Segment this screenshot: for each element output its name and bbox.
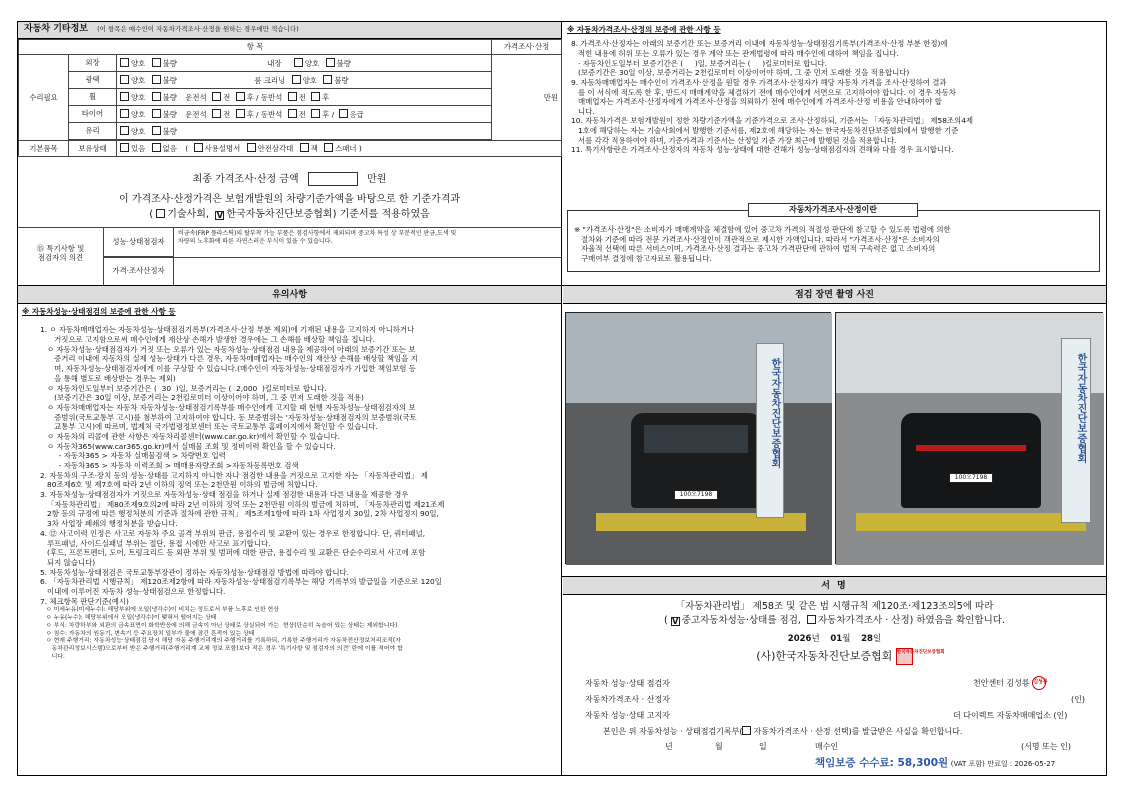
text-line: 3차 사업장 폐쇄의 행정처분을 받습니다. xyxy=(40,519,178,529)
receipt-confirm: 본인은 위 자동차성능 · 상태점검기록부( 자동차가격조사 · 산정 선택)를 발급받은 사실을 확인합니다. xyxy=(603,727,963,736)
gloss-row: 양호 불량 룸 크리닝 양호 불량 xyxy=(117,72,492,89)
text-line: 1. ㅇ 자동차매매업자는 자동차성능·상태점검기록부(가격조사·산정 부분 제외)에 기재된 내용을 고지하지 아니하거나 xyxy=(40,325,415,335)
text-line: 80조제6호 및 제7호에 따라 2년 이하의 징역 또는 2천만원 이하의 벌금에 처합니다. xyxy=(40,480,318,490)
text-line: 동차관리정보시스템)으로부터 받은 주행거리(주행거리계 교체 정보 포함)보다 적은 경우 '특기사항 및 점검자의 의견' 란에 이를 적어야 합 xyxy=(46,646,403,653)
good-checkbox[interactable] xyxy=(120,75,129,84)
rear-checkbox[interactable] xyxy=(311,92,320,101)
engineer-society-checkbox[interactable] xyxy=(156,209,165,218)
front-photo: 한국자동차진단보증협회 100오7198 xyxy=(565,312,831,564)
wheel-row: 양호 불량 운전석 전 후 / 동반석 전 후 xyxy=(117,89,492,106)
opinion-block: ⑮ 특기사항 및 점검자의 의견 성능·상태점검자 비금속(FRP 플라스틱)의 탈부착 가능 부품은 점검사항에서 제외되며 중고차 특성 상 부분적인 판금,도색 및 차량의 노후화에 따른 자연스러운 부식이 있을 수 있습니다. 가격·조사산정자 xyxy=(18,227,561,285)
text-line: 7. 체크항목 판단기준(예시) xyxy=(40,596,129,606)
appraisal-checkbox[interactable] xyxy=(807,615,816,624)
good-checkbox[interactable] xyxy=(120,109,129,118)
text-line: ㅇ 현재 주행거리: 자동차성능·상태점검 당시 해당 자동 주행거리계의 주행거리를 기록하되, 기록한 주행거리가 자동차전산정보처리조직(자 xyxy=(46,638,401,645)
text-line: · 자동차인도일부터 보증기간은 ( )일, 보증거리는 ( )킬로미터로 합니다. xyxy=(571,58,827,68)
manual-checkbox[interactable] xyxy=(194,143,203,152)
text-line: ㅇ 자동차인도일부터 보증기간은 ( 30 )일, 보증거리는 ( 2,000 )킬로미터로 합니다. xyxy=(40,383,327,393)
text-line: ㅇ 누유(누수): 해당부위에서 오일(냉각수)이 맺혀서 떨어지는 상태 xyxy=(46,615,217,622)
bad-checkbox[interactable] xyxy=(323,75,332,84)
text-line: ㅇ 자동차365(www.car365.go.kr)에서 실매물 조회 및 정비이력 확인을 할 수 있습니다. xyxy=(40,441,336,451)
final-amount: 최종 가격조사·산정 금액 만원 xyxy=(192,174,387,185)
basic-items-row: 있음 없음 ( 사용설명서 안전삼각대 잭 스패너 ) xyxy=(117,141,562,157)
notice-section: 유의사항 ※ 자동차성능·상태점검의 보증에 관한 사항 등 1. ㅇ 자동차매매업자는 자동차성능·상태점검기록부(가격조사·산정 부분 제외)에 기재된 내용을 고지하지 아니하거나 거짓으로 고지함으로써 매수인에게 재산상 손해가 발생한 경우에는 그 손해를 배상할 책임을 집니다. ㅇ 자동차성능·상태점검자가 거짓 또는 오류가 있는 자동차성능·상태점검 내용을 제공하여 아래의 보증기간 또는 보 증거리 이내에 자동차의 실제 성능·상태가 다른 경우, 자동차매매업자는 매수인의 재산상 손해를 배상할 책임을 지 며, 자동차성능·상태점검자에게 이를 구상할 수 있습니다.(매수인이 자동차성능·상태점검자가 가입한 책임보험 등 을 통해 별도로 배상받는 경우는 제외) ㅇ 자동차인도일부터 보증기간은 ( 30 )일, 보증거리는 ( 2,000 )킬로미터로 합니다. (보증기간은 30일 이상, 보증거리는 2천킬로미터 이상이어야 하며, 그 중 먼저 도래한 것을 적용) ㅇ 자동차매매업자는 자동차 자동차성능·상태점검기록부를 매수인에게 고지할 때 현행 자동차성능·상태점검자의 보 증범위(국토교통부 고시)를 첨부하여 고지하여야 합니다. 동 보증범위는 '자동차성능·상태점검자의 보증범위(국토 교통부 고시)에 따르며, 법제처 국가법령정보센터 또는 국토교통부 홈페이지에서 확인할 수 있습니다. ㅇ 자동차의 리콜에 관한 사항은 자동차리콜센터(www.car.go.kr)에서 확인할 수 있습니다. ㅇ 자동차365(www.car365.go.kr)에서 실매물 조회 및 정비이력 확인을 할 수 있습니다. - 자동차365 > 자동차 실매물검색 > 차량번호 입력 - 자동차365 > 자동차 이력조회 > 매매용자량조회 >자동차등록번호 검색 2. 자동차의 구조·장치 등의 성능·상태를 고지하지 아니한 자나 점검한 내용을 거짓으로 고지한 자는 「자동차관리법」 제 80조제6호 및 제7호에 따라 2년 이하의 징역 또는 2천만원 이하의 벌금에 처합니다. 3. 자동차성능·상태점검자가 거짓으로 자동차성능·상태 점검을 하거나 실제 점검한 내용과 다른 내용을 제공한 경우 「자동차관리법」 제80조제9호의2에 따라 2년 이하의 징역 또는 2천만원 이하의 벌금에 처하며, 「자동차관리법 제21조제 2항 등의 규정에 따른 행정처분의 기준과 절차에 관한 규칙」 제5조제1항에 따라 1차 사업정지 30일, 2차 사업정지 90일, 3차 사업장 폐쇄의 행정처분을 받습니다. 4. ⑫ 사고이력 인정은 사고로 자동차 주요 골격 부위의 판금, 용접수리 및 교환이 있는 경우로 한정합니다. 단, 쿼터패널, 루프패널, 사이드실패널 부위는 절단, 용접 시에만 사고로 표기합니다. (후드, 프론트펜더, 도어, 트렁크리드 등 외판 부위 및 범퍼에 대한 판금, 용접수리 및 교환은 단순수리로서 사고에 포함 되지 않습니다) 5. 자동차성능·상태점검은 국토교통부장관이 정하는 자동차성능·상태점검 방법에 따라야 합니다. 6. 「자동차관리법 시행규칙」 제120조제2항에 따라 자동차성능·상태점검기록부는 해당 기록부의 발급일을 기준으로 120일 이내에 이루어진 자동차 성능·상태점검으로 한정합니다. 7. 체크항목 판단기준(예시) ㅇ 미세누유(미세누수): 해당부위에 오일(냉각수)이 비치는 정도로서 부품 노후로 인한 현상 ㅇ 누유(누수): 해당부위에서 오일(냉각수)이 맺혀서 떨어지는 상태 ㅇ 부식: 차량하부와 외판의 금속표면이 화학반응에 의해 금속이 아닌 상태로 상실되어 가는 현상(단순히 녹슬어 있는 상태는 제외합니다) ㅇ 침수: 자동차의 원동기, 변속기 등 주요장치 일부가 물에 잠긴 흔적이 있는 상태 ㅇ 현재 주행거리: 자동차성능·상태점검 당시 해당 자동 주행거리계의 주행거리를 기록하되, 기록한 주행거리가 자동차전산정보처리조직(자 동차관리정보시스템)으로부터 받은 주행거리(주행거리계 교체 정보 포함)보다 적은 경우 '특기사항 및 점검자의 의견' 란에 이를 적어야 합 니다. xyxy=(18,286,561,775)
signature-section: 서 명 「자동차관리법」 제58조 및 같은 법 시행규칙 제120조·제123조의5에 따라 ( V 중고자동차성능·상태를 점검, 자동차가격조사 · 산정) 하였음을 확인합니다. 2026년 01월 28일 (사)한국자동차진단보증협회 한국자동차진단보증협회 자동차 성능·상태 점검자 천안센터 김성룡 김성룡 자동차가격조사 · 산정자 (인) 자동차 성능·상태 고지자 더 다이렉트 자동차매매업소 (인) 본인은 위 자동차성능 · 상태점검기록부( 자동차가격조사 · 산정 선택)를 발급받은 사실을 확인합니다. 년 월 일 매수인 (서명 또는 인) 책임보증 수수료: 58,300원 (VAT 포함) 만료일 : 2026-05-27 xyxy=(563,577,1106,775)
jack-checkbox[interactable] xyxy=(300,143,309,152)
basis-line-2: ( 기술사회, V 한국자동차진단보증협회) 기준서를 적용하였음 xyxy=(149,209,430,220)
front-checkbox[interactable] xyxy=(212,109,221,118)
photo-section: 점검 장면 촬영 사진 한국자동차진단보증협회 100오7198 한국자동차진단보증협회 100오7198 xyxy=(563,286,1106,576)
bad-checkbox[interactable] xyxy=(152,58,161,67)
triangle-checkbox[interactable] xyxy=(247,143,256,152)
text-line: ㅇ 자동차매매업자는 자동차 자동차성능·상태점검기록부를 매수인에게 고지할 때 현행 자동차성능·상태점검자의 보 xyxy=(40,402,416,412)
front-checkbox[interactable] xyxy=(288,92,297,101)
text-line: 4. ⑫ 사고이력 인정은 사고로 자동차 주요 골격 부위의 판금, 용접수리 및 교환이 있는 경우로 한정합니다. 단, 쿼터패널, xyxy=(40,528,426,538)
text-line: 3. 자동차성능·상태점검자가 거짓으로 자동차성능·상태 점검을 하거나 실제 점검한 내용과 다른 내용을 제공한 경우 xyxy=(40,490,409,500)
text-line: 며, 자동차성능·상태점검자에게 이를 구상할 수 있습니다.(매수인이 자동차성능·상태점검자가 가입한 책임보험 등 xyxy=(40,364,416,374)
exterior-row: 양호 불량 내장 양호 불량 xyxy=(117,55,492,72)
basis-line-1: 이 가격조사·산정가격은 보험개발원의 차량기준가액을 바탕으로 한 기준가격과 xyxy=(118,194,461,205)
text-line: (보증기간은 30일 이상, 보증거리는 2천킬로미터 이상이어야 하며, 그 중 먼저 도래한 것을 적용합니다) xyxy=(571,68,910,78)
text-line: ㅇ 자동차의 리콜에 관한 사항은 자동차리콜센터(www.car.go.kr)에서 확인할 수 있습니다. xyxy=(40,431,340,441)
text-line: - 자동차365 > 자동차 실매물검색 > 차량번호 입력 xyxy=(40,451,226,461)
text-line: 6. 「자동차관리법 시행규칙」 제120조제2항에 따라 자동차성능·상태점검기록부는 해당 기록부의 발급일을 기준으로 120일 xyxy=(40,577,442,587)
text-line: 1호에 해당하는 자는 기술사회에서 발행한 기준서를, 제2호에 해당하는 자는 한국자동차진단보증협회에서 발행한 기준 xyxy=(571,126,959,135)
text-line: 9. 자동차매매업자는 매수인이 가격조사·산정을 원할 경우 가격조사·산정자가 해당 자동차 가격을 조사·산정하여 결과 xyxy=(571,77,947,87)
inspector-sign: 천안센터 김성룡 김성룡 xyxy=(973,676,1046,690)
text-line: ㅇ 미세누유(미세누수): 해당부위에 오일(냉각수)이 비치는 정도로서 부품 노후로 인한 현상 xyxy=(46,607,279,614)
bad-checkbox[interactable] xyxy=(152,109,161,118)
bad-checkbox[interactable] xyxy=(326,58,335,67)
receipt-appraisal-checkbox[interactable] xyxy=(742,726,751,735)
text-line: 「자동차관리법」 제80조제9호의2에 따라 2년 이하의 징역 또는 2천만원 이하의 벌금에 처하며, 「자동차관리법 제21조제 xyxy=(40,499,445,509)
bad-checkbox[interactable] xyxy=(152,126,161,135)
glass-row: 양호 불량 xyxy=(117,123,492,140)
final-amount-input[interactable] xyxy=(308,172,358,186)
text-line: 증범위(국토교통부 고시)를 첨부하여 고지하여야 합니다. 동 보증범위는 '자동차성능·상태점검자의 보증범위(국토 xyxy=(40,412,417,422)
text-line: 를 이 서식에 적도록 한 후, 반드시 매매계약을 체결하기 전에 매수인에게 서면으로 고지하여야 합니다. 이 경우 자동차 xyxy=(571,87,956,97)
appraisal-warranty-section: ※ 자동차가격조사·산정의 보증에 관한 사항 등 8. 가격조사·산정자는 아래의 보증기간 또는 보증거리 이내에 자동차성능·상태점검기록부(가격조사·산정 부분 한정)에 적힌 내용에 허위 또는 오류가 있는 경우 계약 또는 관계법령에 따라 매수인에 대하여 책임을 집니다. · 자동차인도일부터 보증기간은 ( )일, 보증거리는 ( )킬로미터로 합니다. (보증기간은 30일 이상, 보증거리는 2천킬로미터 이상이어야 하며, 그 중 먼저 도래한 것을 적용합니다) 9. 자동차매매업자는 매수인이 가격조사·산정을 원할 경우 가격조사·산정자가 해당 자동차 가격을 조사·산정하여 결과 를 이 서식에 적도록 한 후, 반드시 매매계약을 체결하기 전에 매수인에게 서면으로 고지하여야 합니다. 이 경우 자동차 매매업자는 가격조사·산정자에게 가격조사·산정을 의뢰하기 전에 매수인에게 가격조사·산정 비용을 안내하여야 합 니다. 10. 자동차가격은 보험개발원이 정한 차량기준가액을 기준가격으로 조사·산정하되, 기준서는 「자동차관리법」 제58조의4제 1호에 해당하는 자는 기술사회에서 발행한 기준서를, 제2호에 해당하는 자는 한국자동차진단보증협회에서 발행한 기준 서를 각각 적용하여야 하며, 기준가격과 기준서는 산정일 기준 가장 최근에 발행된 것을 적용합니다. 11. 특기사항란은 가격조사·산정자의 자동차 성능·상태에 대한 견해가 성능·상태점검자의 견해와 다를 경우 표시합니다. 자동차가격조사·산정이란 ※ "가격조사·산정"은 소비자가 매매계약을 체결함에 있어 중고차 가격의 적절성 판단에 참고할 수 있도록 법령에 의한 절차와 기준에 따라 전문 가격조사·산정인이 객관적으로 제시한 가액입니다. 따라서 "가격조사·산정"은 소비자의 자율적 선택에 따른 서비스이며, 가격조사·산정 결과는 중고차 가격판단에 관하여 법적 구속력은 없고 소비자의 구매여부 결정에 참고자료로 활용됩니다. xyxy=(563,22,1106,285)
other-info-header: 자동차 기타정보 (이 항목은 매수인이 자동차가격조사·산정을 원하는 경우에만 적습니다) xyxy=(18,22,561,39)
text-line: ㅇ 부식: 차량하부와 외판의 금속표면이 화학반응에 의해 금속이 아닌 상태로 상실되어 가는 현상(단순히 녹슬어 있는 상태는 제외합니다) xyxy=(46,622,398,629)
sign-confirm-line: ( V 중고자동차성능·상태를 점검, 자동차가격조사 · 산정) 하였음을 확인합니다. xyxy=(664,614,1005,626)
text-line: (후드, 프론트펜더, 도어, 트렁크리드 등 외판 부위 및 범퍼에 대한 판금, 용접수리 및 교환은 단순수리로서 사고에 포함 xyxy=(40,548,426,558)
kadia-checkbox[interactable]: V xyxy=(216,211,223,220)
text-line: 니다. xyxy=(571,106,595,116)
emergency-checkbox[interactable] xyxy=(339,109,348,118)
text-line: ㅇ 침수: 자동차의 원동기, 변속기 등 주요장치 일부가 물에 잠긴 흔적이 있는 상태 xyxy=(46,630,255,637)
org-seal-icon: 한국자동차진단보증협회 xyxy=(896,648,913,665)
text-line: 니다. xyxy=(46,654,65,660)
sign-date: 2026년 01월 28일 xyxy=(787,633,882,644)
good-checkbox[interactable] xyxy=(120,126,129,135)
text-line: 이내에 이루어진 자동차 성능·상태점검으로 한정합니다. xyxy=(40,586,226,596)
text-line: 절차와 기준에 따라 전문 가격조사·산정인이 객관적으로 제시한 가액입니다. 따라서 "가격조사·산정"은 소비자의 xyxy=(574,234,940,244)
text-line: 5. 자동차성능·상태점검은 국토교통부장관이 정하는 자동차성능·상태점검 방법에 따라야 합니다. xyxy=(40,567,349,577)
good-checkbox[interactable] xyxy=(120,92,129,101)
spanner-checkbox[interactable] xyxy=(324,143,333,152)
good-checkbox[interactable] xyxy=(292,75,301,84)
good-checkbox[interactable] xyxy=(294,58,303,67)
text-line: 되지 않습니다) xyxy=(40,557,96,567)
text-line: 구매여부 결정에 참고자료로 활용됩니다. xyxy=(574,253,712,263)
good-checkbox[interactable] xyxy=(120,58,129,67)
have-checkbox[interactable] xyxy=(120,143,129,152)
text-line: 자율적 선택에 따른 서비스이며, 가격조사·산정 결과는 중고차 가격판단에 관하여 법적 구속력은 없고 소비자의 xyxy=(574,244,936,254)
sign-org: (사)한국자동차진단보증협회 한국자동차진단보증협회 xyxy=(563,648,1106,665)
appraisal-definition-box: 자동차가격조사·산정이란 ※ "가격조사·산정"은 소비자가 매매계약을 체결함에 있어 중고차 가격의 적절성 판단에 참고할 수 있도록 법령에 의한 절차와 기준에 따라 전문 가격조사·산정인이 객관적으로 제시한 가액입니다. 따라서 "가격조사·산정"은 소비자의 자율적 선택에 따른 서비스이며, 가격조사·산정 결과는 중고차 가격판단에 관하여 법적 구속력은 없고 소비자의 구매여부 결정에 참고자료로 활용됩니다. xyxy=(567,210,1100,272)
text-line: 매매업자는 가격조사·산정자에게 가격조사·산정을 의뢰하기 전에 매수인에게 가격조사·산정 비용을 안내하여야 합 xyxy=(571,97,942,107)
text-line: 적힌 내용에 허위 또는 오류가 있는 경우 계약 또는 관계법령에 따라 매수인에 대하여 책임을 집니다. xyxy=(571,49,899,58)
text-line: 11. 특기사항란은 가격조사·산정자의 자동차 성능·상태에 대한 견해가 성능·상태점검자의 견해와 다를 경우 표시합니다. xyxy=(571,145,954,155)
text-line: 10. 자동차가격은 보험개발원이 정한 차량기준가액을 기준가격으로 조사·산정하되, 기준서는 「자동차관리법」 제58조의4제 xyxy=(571,116,974,126)
fee-line: 책임보증 수수료: 58,300원 (VAT 포함) 만료일 : 2026-05-27 xyxy=(815,757,1056,769)
text-line: ※ "가격조사·산정"은 소비자가 매매계약을 체결함에 있어 중고차 가격의 적절성 판단에 참고할 수 있도록 법령에 의한 xyxy=(574,225,951,234)
text-line: 2항 등의 규정에 따른 행정처분의 기준과 절차에 관한 규칙」 제5조제1항에 따라 1차 사업정지 30일, 2차 사업정지 90일, xyxy=(40,509,439,519)
text-line: 서를 각각 적용하여야 하며, 기준가격과 기준서는 산정일 기준 가장 최근에 발행된 것을 적용합니다. xyxy=(571,135,897,145)
text-line: - 자동차365 > 자동차 이력조회 > 매매용자량조회 >자동차등록번호 검색 xyxy=(40,461,299,470)
text-line: ㅇ 자동차성능·상태점검자가 거짓 또는 오류가 있는 자동차성능·상태점검 내용을 제공하여 아래의 보증기간 또는 보 xyxy=(40,344,416,354)
text-line: 루프패널, 사이드실패널 부위는 절단, 용접 시에만 사고로 표기합니다. xyxy=(40,538,271,548)
none-checkbox[interactable] xyxy=(152,143,161,152)
rear-checkbox[interactable] xyxy=(236,109,245,118)
bad-checkbox[interactable] xyxy=(152,92,161,101)
text-line: 8. 가격조사·산정자는 아래의 보증기간 또는 보증거리 이내에 자동차성능·상태점검기록부(가격조사·산정 부분 한정)에 xyxy=(571,39,948,49)
performance-check-checkbox[interactable]: V xyxy=(672,616,679,626)
text-line: 거짓으로 고지함으로써 매수인에게 재산상 손해가 발생한 경우에는 그 손해를 배상할 책임을 집니다. xyxy=(40,335,376,345)
tire-row: 양호 불량 운전석 전 후 / 동반석 전 후 / 응급 xyxy=(117,106,492,123)
rear-checkbox[interactable] xyxy=(311,109,320,118)
text-line: 을 통해 별도로 배상받는 경우는 제외) xyxy=(40,373,176,383)
front-checkbox[interactable] xyxy=(288,109,297,118)
rear-photo: 한국자동차진단보증협회 100오7198 xyxy=(835,312,1103,564)
text-line: 증거리 이내에 자동차의 실제 성능·상태가 다른 경우, 자동차매매업자는 매수인의 재산상 손해를 배상할 책임을 지 xyxy=(40,354,418,364)
text-line: 2. 자동차의 구조·장치 등의 성능·상태를 고지하지 아니한 자나 점검한 내용을 거짓으로 고지한 자는 「자동차관리법」 제 xyxy=(40,470,428,480)
rear-checkbox[interactable] xyxy=(236,92,245,101)
bad-checkbox[interactable] xyxy=(152,75,161,84)
front-checkbox[interactable] xyxy=(212,92,221,101)
text-line: 교통부 고시)에 따르며, 법제처 국가법령정보센터 또는 국토교통부 홈페이지에서 확인할 수 있습니다. xyxy=(40,422,378,432)
inspector-seal-icon: 김성룡 xyxy=(1032,676,1046,690)
text-line: (보증기간은 30일 이상, 보증거리는 2천킬로미터 이상이어야 하며, 그 중 먼저 도래한 것을 적용) xyxy=(40,393,364,403)
other-info-table: 항 목 가격조사·산정 수리필요 외장 양호 불량 내장 양호 불량 만원 광택 양호 불량 룸 크리닝 양호 불량 휠 양호 불량 운전석 전 후 / 동반석 전 후 타이어 양호 불량 운전석 전 후 / 동반석 전 후 / 응급 유리 양호 불량 기본품목 보유상태 있음 없음 ( 사용설명서 안전삼각대 잭 스패너 ) xyxy=(18,39,562,157)
